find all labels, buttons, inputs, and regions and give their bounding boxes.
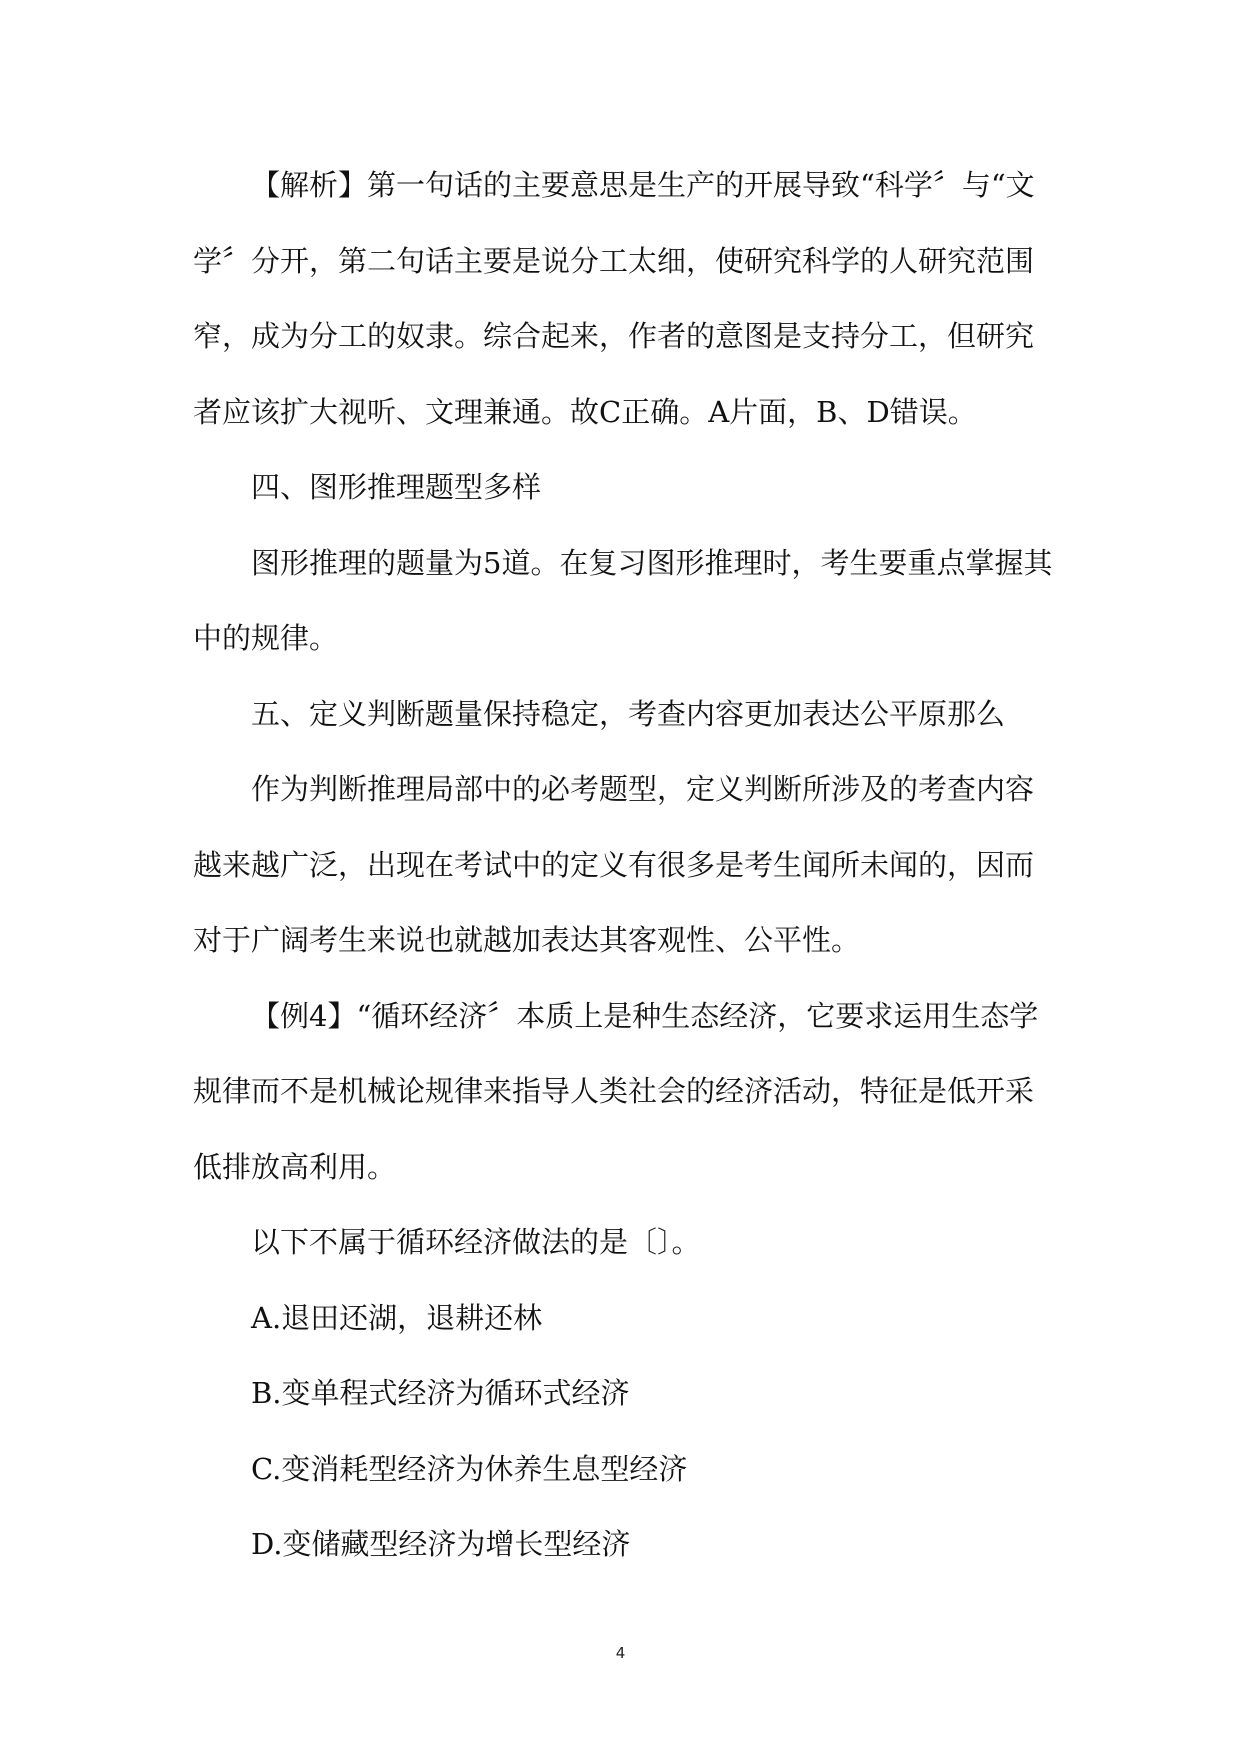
example-line-1: 【例4】“循环经济〞本质上是种生态经济，它要求运用生态学 xyxy=(251,998,1039,1033)
graphic-reasoning-line-1: 图形推理的题量为5道。在复习图形推理时，考生要重点掌握其 xyxy=(251,545,1053,580)
section-heading-4: 四、图形推理题型多样 xyxy=(251,470,542,504)
example-line-2: 规律而不是机械论规律来指导人类社会的经济活动，特征是低开采 xyxy=(193,1074,1035,1108)
analysis-line-2: 学〞分开，第二句话主要是说分工太细，使研究科学的人研究范围 xyxy=(193,243,1035,278)
example-line-3: 低排放高利用。 xyxy=(193,1149,397,1184)
option-c: C.变消耗型经济为休养生息型经济 xyxy=(251,1451,688,1486)
document-body xyxy=(193,148,1063,1583)
option-b: B.变单程式经济为循环式经济 xyxy=(251,1376,630,1410)
section-heading-5: 五、定义判断题量保持稳定，考查内容更加表达公平原那么 xyxy=(251,696,1006,731)
graphic-reasoning-line-2: 中的规律。 xyxy=(193,621,339,655)
option-a: A.退田还湖，退耕还林 xyxy=(251,1300,543,1335)
question-prompt: 以下不属于循环经济做法的是〔〕。 xyxy=(251,1225,701,1259)
definition-line-3: 对于广阔考生来说也就越加表达其客观性、公平性。 xyxy=(193,923,861,957)
definition-line-1: 作为判断推理局部中的必考题型，定义判断所涉及的考查内容 xyxy=(251,772,1035,806)
analysis-line-3: 窄，成为分工的奴隶。综合起来，作者的意图是支持分工，但研究 xyxy=(193,319,1035,353)
definition-line-2: 越来越广泛，出现在考试中的定义有很多是考生闻所未闻的，因而 xyxy=(193,847,1035,882)
analysis-line-1: 【解析】第一句话的主要意思是生产的开展导致“科学〞与“文 xyxy=(251,168,1035,202)
analysis-line-4: 者应该扩大视听、文理兼通。故C正确。A片面，B、D错误。 xyxy=(193,394,977,429)
page-number: 4 xyxy=(615,1644,626,1662)
option-d: D.变储藏型经济为增长型经济 xyxy=(251,1527,631,1561)
